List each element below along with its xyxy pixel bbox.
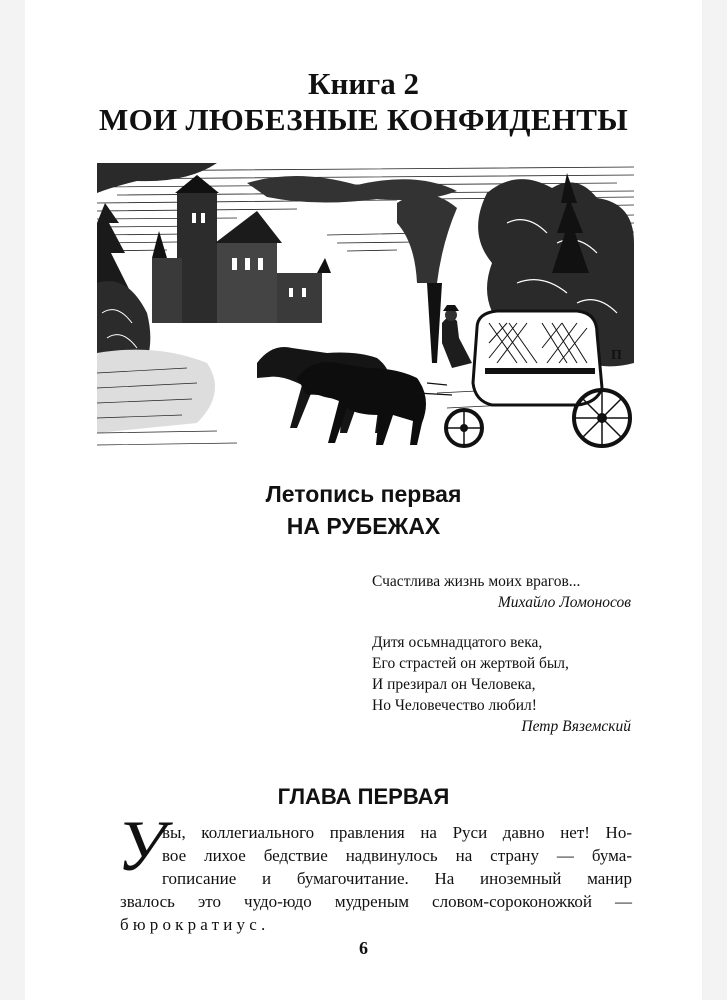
chapter-title: ГЛАВА ПЕРВАЯ: [277, 784, 450, 809]
castle-carriage-illustration: [97, 163, 634, 450]
page-number: 6: [359, 938, 368, 958]
book-page: [25, 0, 702, 1000]
body-line: бюрократиус.: [120, 915, 270, 934]
epigraph-line: И презирал он Человека,: [372, 676, 536, 693]
drop-cap: [117, 806, 166, 886]
epigraph-2: [372, 632, 637, 737]
epigraph-author: Михайло Ломоносов: [497, 594, 631, 611]
body-line: вы, коллегиального правления на Руси давно нет! Но-: [162, 823, 632, 842]
epigraph-line: Его страстей он жертвой был,: [372, 655, 569, 672]
epigraph-line: Дитя осьмнадцатого века,: [372, 634, 543, 651]
epigraph-1: [372, 571, 637, 613]
illustrator-monogram: П: [611, 348, 622, 363]
chronicle-number: Летопись первая: [265, 481, 462, 507]
body-line: вое лихое бедствие надвинулось на страну — бума-: [162, 846, 632, 865]
epigraph-line: Но Человечество любил!: [372, 697, 537, 714]
epigraph-author: Петр Вяземский: [521, 718, 631, 735]
book-title: МОИ ЛЮБЕЗНЫЕ КОНФИДЕНТЫ: [99, 102, 628, 137]
chronicle-title: НА РУБЕЖАХ: [286, 513, 441, 539]
epigraph-line: Счастлива жизнь моих врагов...: [372, 573, 581, 590]
body-line: звалось это чудо-юдо мудреным словом-сороконожкой —: [120, 892, 632, 911]
book-number: Книга 2: [307, 66, 420, 101]
drop-cap-letter: У: [117, 806, 166, 886]
body-line: гописание и бумагочитание. На иноземный манир: [162, 869, 632, 888]
